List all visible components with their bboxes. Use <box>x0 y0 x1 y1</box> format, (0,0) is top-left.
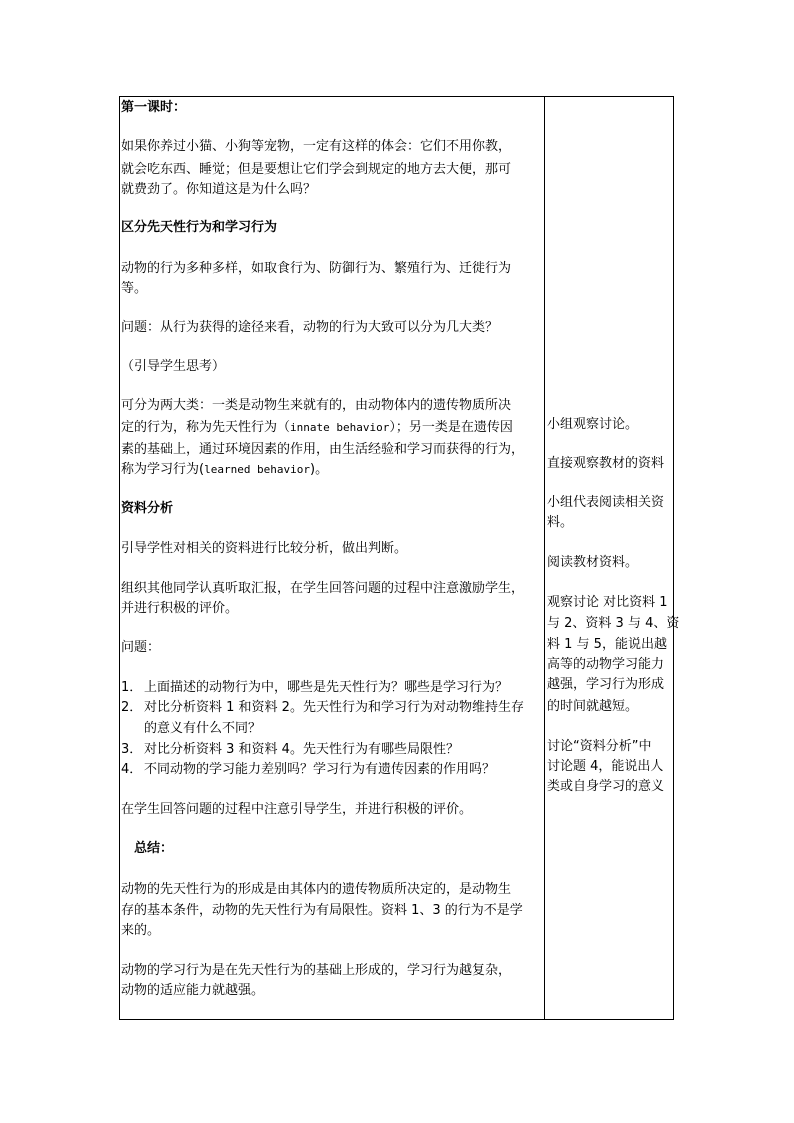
guide-eval: 在学生回答问题的过程中注意引导学生，并进行积极的评价。 <box>121 802 473 817</box>
guide-compare: 引导学性对相关的资料进行比较分析，做出判断。 <box>121 541 408 556</box>
intro-line: 如果你养过小猫、小狗等宠物，一定有这样的体会：它们不用你教， <box>121 139 512 154</box>
note-line: 小组观察讨论。 <box>547 417 639 432</box>
organize-line: 组织其他同学认真听取汇报，在学生回答问题的过程中注意激励学生， <box>121 581 525 596</box>
note-line: 越强，学习行为形成 <box>547 677 665 692</box>
summary-heading: 总结： <box>134 841 174 856</box>
note-line: 料 1 与 5，能说出越 <box>547 637 667 652</box>
note-line: 类或自身学习的意义 <box>547 779 665 794</box>
guide-text: （引导学生思考） <box>121 359 226 374</box>
answer-line: 可分为两大类：一类是动物生来就有的，由动物体内的遗传物质所决 <box>121 398 512 413</box>
section-heading-distinguish: 区分先天性行为和学习行为 <box>121 220 278 235</box>
organize-line: 并进行积极的评价。 <box>121 601 239 616</box>
question-number: 3． <box>121 742 143 757</box>
question-number: 2． <box>121 700 143 715</box>
answer-line: 素的基础上，通过环境因素的作用，由生活经验和学习而获得的行为， <box>121 442 525 457</box>
question-number: 4． <box>121 762 143 777</box>
question-number: 1． <box>121 680 143 695</box>
intro-line: 就费劲了。你知道这是为什么吗？ <box>121 182 317 197</box>
question-text: 不同动物的学习能力差别吗？学习行为有遗传因素的作用吗？ <box>144 762 496 777</box>
note-line: 高等的动物学习能力 <box>547 657 665 672</box>
note-line: 讨论“资料分析”中 <box>547 739 652 754</box>
question-text: 上面描述的动物行为中，哪些是先天性行为？哪些是学习行为？ <box>144 680 509 695</box>
note-line: 观察讨论 对比资料 1 <box>547 595 668 610</box>
note-line: 的时间就越短。 <box>547 699 639 714</box>
main-question: 问题：从行为获得的途径来看，动物的行为大致可以分为几大类？ <box>121 320 499 335</box>
summary-line: 来的。 <box>121 923 161 938</box>
behaviors-line: 动物的行为多种多样，如取食行为、防御行为、繁殖行为、迁徙行为 <box>121 261 512 276</box>
note-line: 与 2、资料 3 与 4、资 <box>547 616 680 631</box>
lesson-heading: 第一课时： <box>121 100 187 115</box>
answer-line: 称为学习行为(learned behavior)。 <box>121 462 329 477</box>
intro-line: 就会吃东西、睡觉；但是要想让它们学会到规定的地方去大便，那可 <box>121 162 512 177</box>
section-heading-analysis: 资料分析 <box>121 501 174 516</box>
note-line: 小组代表阅读相关资 <box>547 495 665 510</box>
note-line: 讨论题 4，能说出人 <box>547 759 664 774</box>
summary-line: 动物的学习行为是在先天性行为的基础上形成的，学习行为越复杂， <box>121 963 512 978</box>
behaviors-line: 等。 <box>121 281 148 296</box>
summary-line: 存的基本条件，动物的先天性行为有局限性。资料 1、3 的行为不是学 <box>121 903 523 918</box>
question-text: 对比分析资料 3 和资料 4。先天性行为有哪些局限性？ <box>144 742 459 757</box>
answer-line: 定的行为，称为先天性行为（innate behavior）；另一类是在遗传因 <box>121 420 513 435</box>
summary-line: 动物的适应能力就越强。 <box>121 983 265 998</box>
note-line: 直接观察教材的资料 <box>547 456 665 471</box>
question-text: 的意义有什么不同？ <box>144 721 262 736</box>
summary-line: 动物的先天性行为的形成是由其体内的遗传物质所决定的，是动物生 <box>121 882 512 897</box>
column-divider <box>544 96 545 1020</box>
question-text: 对比分析资料 1 和资料 2。先天性行为和学习行为对动物维持生存 <box>144 700 524 715</box>
note-line: 料。 <box>547 515 574 530</box>
note-line: 阅读教材资料。 <box>547 555 639 570</box>
questions-label: 问题： <box>121 640 161 655</box>
